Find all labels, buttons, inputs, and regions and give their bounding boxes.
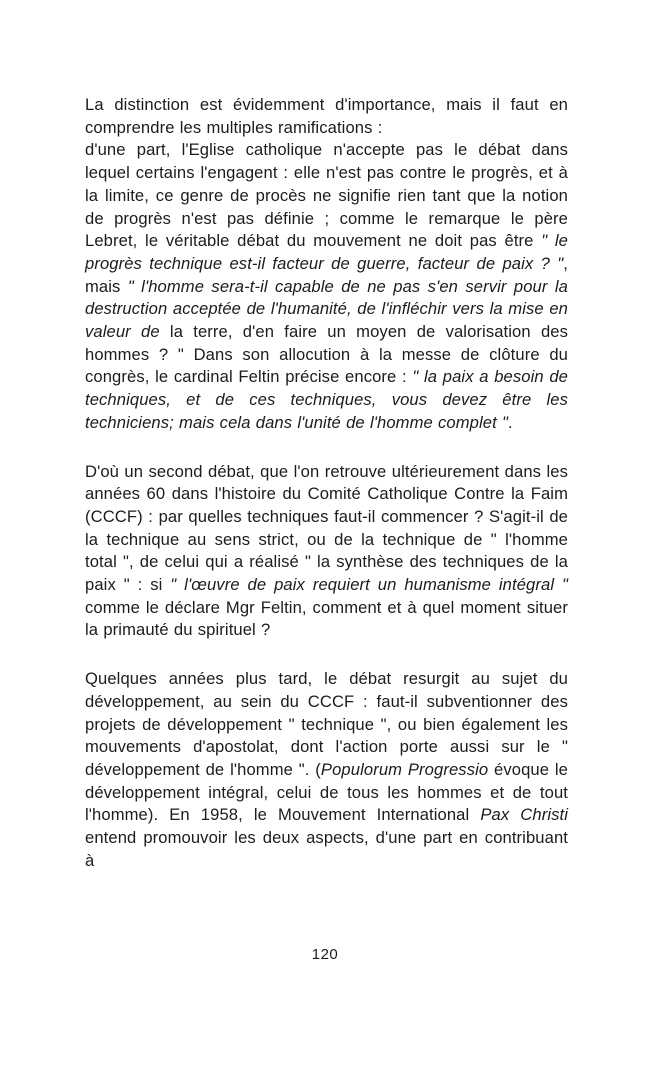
paragraph (85, 461, 568, 643)
paragraph (85, 94, 568, 139)
text-segment: évoque le développement intégral, celui de tous les hommes et de tout l'homme). En 1958, le Mouvement International (85, 759, 568, 825)
text-segment: entend promouvoir les deux aspects, d'une part en contribuant à (85, 828, 568, 870)
text-segment: d'une part, l'Eglise catholique n'accepte pas le débat dans lequel certains l'engagent : elle n'est pas contre le progrès, et à la limite, ce genre de procès ne signifie rien tant que la notion de progrès n'est pas définie ; comme le remarque le père Lebret, le véritable débat du mouvement ne doit pas être (85, 140, 568, 251)
body-text (85, 94, 568, 873)
text-segment: , mais (85, 253, 568, 296)
text-segment: D'où un second débat, que l'on retrouve ultérieurement dans les années 60 dans l'histoire du Comité Catholique Contre la Faim (CCCF) : par quelles techniques faut-il commencer ? S'agit-il de la technique au sens strict, ou de la technique de " l'homme total ", de celui qui a réalisé " la synthèse des techniques de la paix " : si (85, 461, 568, 595)
italic-text-segment: " l'homme sera-t-il capable de ne pas s'en servir pour la destruction acceptée de l'humanité, de l'infléchir vers la mise en valeur de (85, 276, 568, 342)
italic-text-segment: " le progrès technique est-il facteur de guerre, facteur de paix ? " (85, 231, 568, 273)
text-segment: La distinction est évidemment d'importance, mais il faut en comprendre les multiples ramifications : (85, 95, 568, 137)
text-segment: . (508, 412, 513, 432)
text-segment: Quelques années plus tard, le débat resurgit au sujet du développement, au sein du CCCF : faut-il subventionner des projets de développement " technique ", ou bien également les mouvements d'apostolat, dont l'action porte aussi sur le " développement de l'homme ". ( (85, 669, 568, 779)
text-segment: la terre, d'en faire un moyen de valorisation des hommes ? " Dans son allocution à la messe de clôture du congrès, le cardinal Feltin précise encore : (85, 322, 568, 387)
italic-text-segment: " l'œuvre de paix requiert un humanisme intégral " (170, 575, 568, 595)
italic-text-segment: " la paix a besoin de techniques, et de ces techniques, vous devez être les techniciens; mais cela dans l'unité de l'homme complet " (85, 367, 569, 432)
paragraph (85, 139, 568, 434)
page-number: 120 (311, 946, 339, 963)
italic-text-segment: Populorum Progressio (320, 759, 489, 779)
text-segment: comme le déclare Mgr Feltin, comment et à quel moment situer la primauté du spirituel ? (85, 597, 568, 640)
paragraph (85, 668, 568, 872)
italic-text-segment: Pax Christi (480, 805, 568, 825)
